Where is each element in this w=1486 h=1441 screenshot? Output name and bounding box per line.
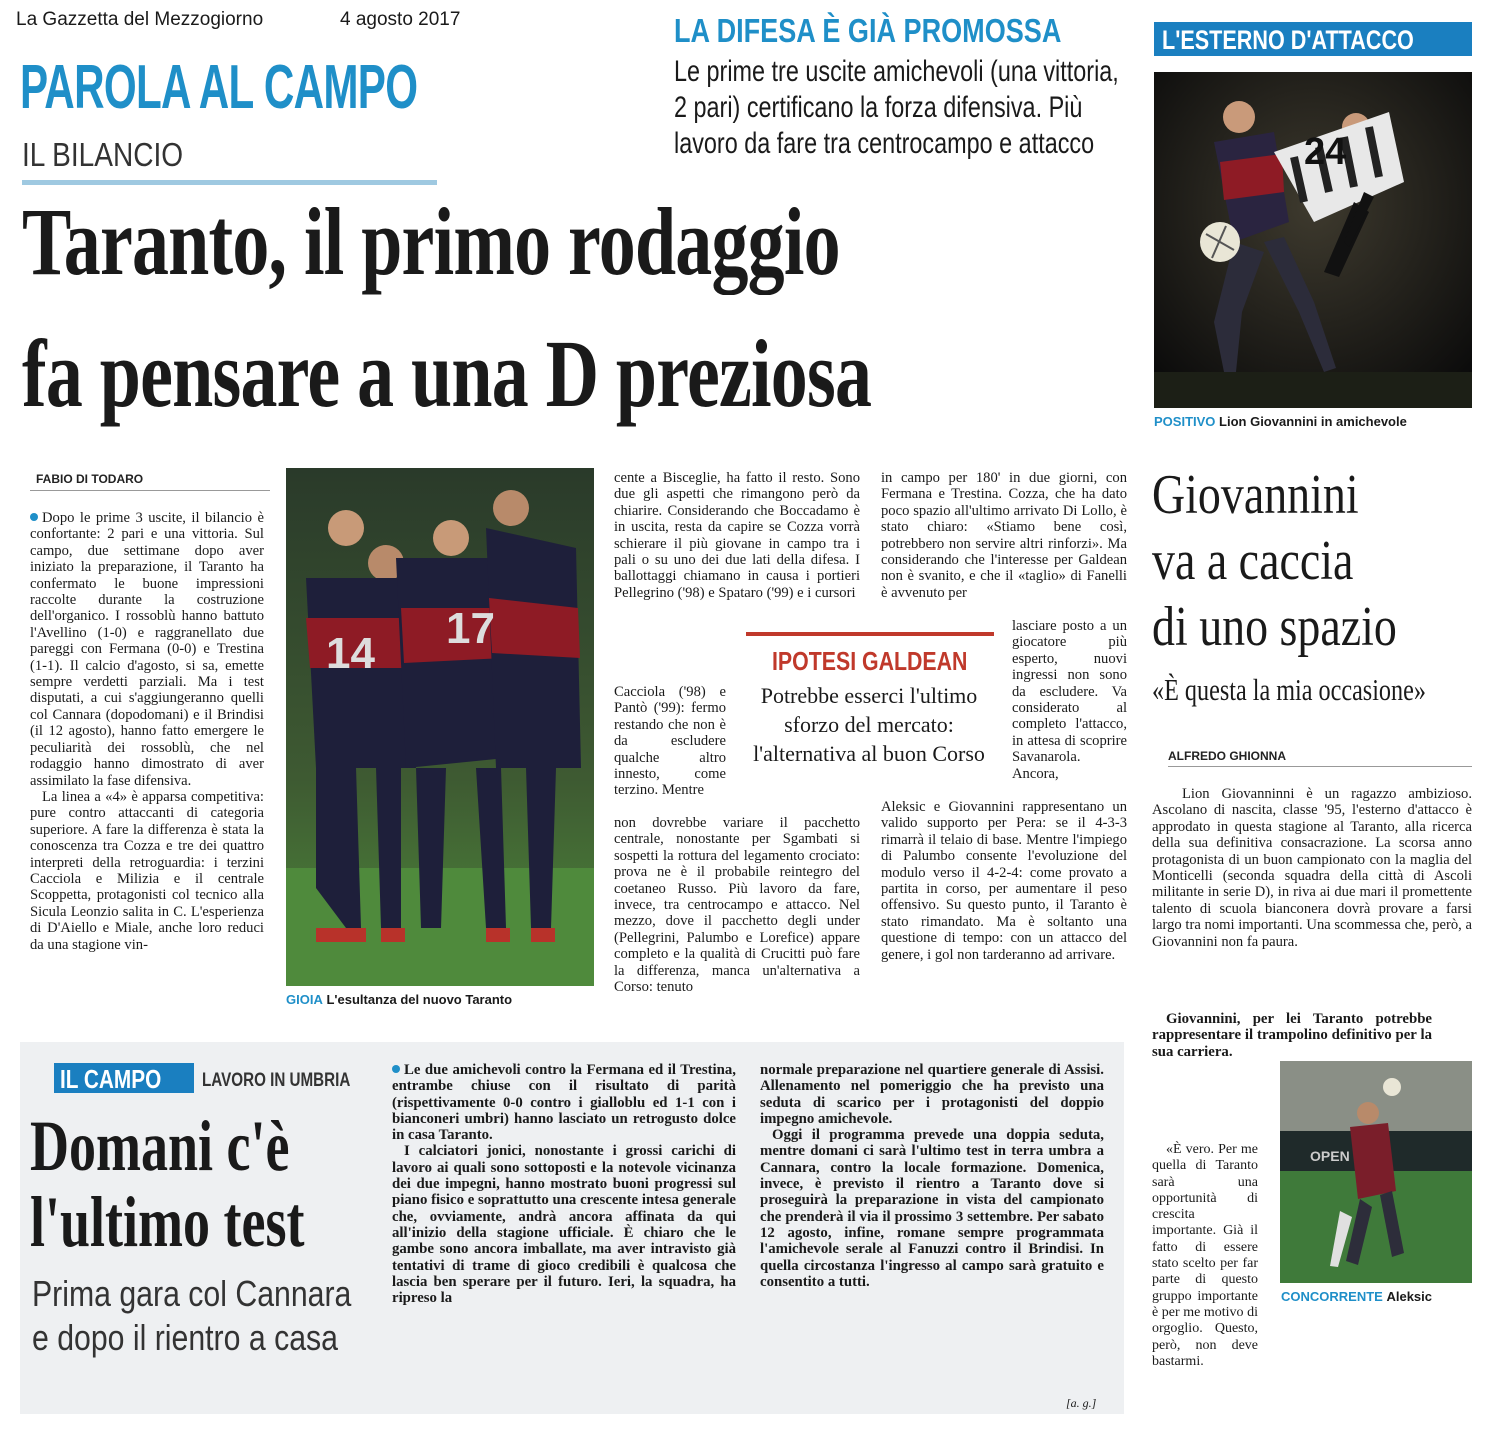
bottom-tag-box — [54, 1063, 194, 1093]
main-col-3-bottom: non dovrebbe variare il pacchetto centrale, nonostante per Sgambati si sospetti la rottura del legamento crociato: prova ne è il probabile reintegro del coetaneo Russo. Più lavoro da fare, invece, tra centrocampo e attacco. Nel mezzo, dove il pacchetto degli under (Pellegrini, Palumbo e Lorefice) appare completo e la qualità di Crucitti può fare la differenza, manca un'alternativa a Corso: tenuto — [614, 815, 860, 996]
team-celebration-photo — [286, 468, 594, 986]
team-photo-caption: GIOIA L'esultanza del nuovo Taranto — [286, 992, 513, 1007]
right-answer: «È vero. Per me quella di Taranto sarà una opportunità di crescita importante. Già il fatto di essere stato scelto per far parte di questo gruppo importante è per me motivo di orgoglio. Questo, però, non deve bastarmi. — [1152, 1142, 1258, 1369]
bullet-icon — [392, 1065, 400, 1073]
right-headline: Giovannini va a caccia di uno spazio — [1152, 464, 1397, 658]
bottom-headline: Domani c'è l'ultimo test — [30, 1106, 305, 1262]
svg-text:OPEN: OPEN — [1310, 1148, 1350, 1164]
publication-date: 4 agosto 2017 — [340, 9, 461, 30]
newspaper-source: La Gazzetta del Mezzogiorno — [16, 9, 264, 30]
section-label: IL BILANCIO — [22, 136, 184, 173]
bottom-tag-sub: LAVORO IN UMBRIA — [202, 1070, 351, 1091]
right-byline: ALFREDO GHIONNA — [1168, 749, 1286, 763]
pullquote-text: Potrebbe esserci l'ultimo sforzo del mercato: l'alternativa al buon Corso — [753, 683, 985, 766]
bottom-col-2: normale preparazione nel quartiere generale di Assisi. Allenamento nel pomeriggio che ha previsto una seduta di scarico per i protagonisti del doppio impegno amichevole. Oggi il programma prevede una doppia seduta, mentre domani ci sarà l'ultimo test in terra umbra a Cannara, contro la locale formazione. Domenica, invece, è previsto il rientro a Taranto dove si proseguirà la preparazione in vista del campionato che prenderà il via il prossimo 3 settembre. Per sabato 12 agosto, infine, romane sempre programmata l'amichevole serale al Fanuzzi contro il Brindisi. In quella circostanza l'ingresso al campo sarà gratuito e consentito a tutti. — [760, 1062, 1104, 1290]
sidebar-title: LA DIFESA È GIÀ PROMOSSA — [674, 12, 1062, 49]
bullet-icon — [30, 513, 38, 521]
giovannini-photo — [1154, 72, 1472, 408]
svg-text:17: 17 — [446, 604, 495, 653]
pullquote-rule — [746, 632, 994, 636]
bottom-tag: IL CAMPO — [60, 1064, 162, 1094]
aleksic-photo — [1280, 1061, 1472, 1283]
main-col-3-left: Cacciola ('98) e Pantò ('99): fermo restando che non è da escludere qualche altro innesto, come terzino. Mentre — [614, 684, 726, 799]
section-rule — [22, 180, 437, 185]
right-question: Giovannini, per lei Taranto potrebbe rappresentare il trampolino definitivo per la sua carriera. — [1152, 1011, 1432, 1060]
right-photo-caption: POSITIVO Lion Giovannini in amichevole — [1154, 414, 1407, 429]
sidebar-text: Le prime tre uscite amichevoli (una vittoria, 2 pari) certificano la forza difensiva. Più lavoro da fare tra centrocampo e attacco — [674, 55, 1119, 160]
right-label: L'ESTERNO D'ATTACCO — [1162, 25, 1414, 55]
main-byline: FABIO DI TODARO — [36, 472, 144, 486]
pullquote-title: IPOTESI GALDEAN — [772, 646, 968, 676]
right-quote: «È questa la mia occasione» — [1152, 672, 1426, 707]
aleksic-caption: CONCORRENTE Aleksic — [1281, 1289, 1433, 1304]
bottom-signature: [a. g.] — [1066, 1396, 1097, 1410]
main-col-3-top: cente a Bisceglie, ha fatto il resto. Sono due gli aspetti che rimangono però da chiarire. Considerando che Boccadamo è in uscita, resta da capire se Cozza vorrà schierare il più giovane in campo tra i pali o su uno dei due lati della difesa. I ballottaggi chiamano in causa i portieri Pellegrino ('98) e Spataro ('99) e i cursori — [614, 470, 860, 601]
bottom-col-1: Le due amichevoli contro la Fermana ed il Trestina, entrambe chiuse con il risultato di parità (rispettivamente 0-0 contro i gialloblu ed 1-1 con i bianconeri umbri) hanno lasciato un retrogusto dolce in casa Taranto. I calciatori jonici, nonostante i grossi carichi di lavoro ai quali sono sottoposti e la notevole vicinanza dei due impegni, hanno mostrato buoni progressi sul piano fisico e soprattutto una crescente intesa generale che, ovviamente, andrà ancora affinata da qui all'inizio della stagione ufficiale. È chiaro che le gambe sono ancora imballate, ma aver intravisto già tentativi di trame di gioco credibili è qualcosa che lascia ben sperare per il futuro. Ieri, la squadra, ha ripreso la — [392, 1062, 736, 1307]
main-col-4-bottom: Aleksic e Giovannini rappresentano un valido supporto per Pera: se il 4-3-3 rimarrà il telaio di base. Mentre l'impiego di Palumbo consente l'evoluzione del modulo verso il 4-2-4: come provato a partita in corso, per aumentare il peso offensivo. Su questo punto, il Taranto è stato rimandato. Ma è soltanto una questione di tempo: con un attacco del genere, i gol non tarderanno ad arrivare. — [881, 799, 1127, 963]
main-col-4-right: lasciare posto a un giocatore più esperto, nuovi ingressi non sono da escludere. Va considerato al completo l'attacco, in attesa di scoprire Savanarola. Ancora, — [1012, 618, 1127, 782]
right-body: Lion Giovanninni è un ragazzo ambizioso. Ascolano di nascita, classe '95, l'esterno d'attacco è approdato in questa stagione al Taranto, alla ricerca della sua definitiva consacrazione. La scorsa anno protagonista di un buon campionato con la maglia del Monticelli (seconda squadra della città di Ascoli militante in serie D), in riva ai due mari il promettente talento di scuola bianconera dovrà provare a farsi largo tra nomi importanti. Una scommessa che, però, a Giovannini non fa paura. — [1152, 786, 1472, 950]
bottom-subhead: Prima gara col Cannara e dopo il rientro a casa — [32, 1273, 352, 1358]
headline-line-2: fa pensare a una D preziosa — [22, 320, 872, 427]
kicker: PAROLA AL CAMPO — [20, 53, 418, 122]
main-col-1: Dopo le prime 3 uscite, il bilancio è confortante: 2 pari e una vittoria. Sul campo, due settimane dopo aver iniziato la preparazione, il Taranto ha confermato le buone impressioni raccolte durante la costruzione dell'organico. I rossoblù hanno battuto l'Avellino (1-0) e raggranellato due pareggi con Fermana (0-0) e Trestina (1-1). Il calcio d'agosto, si sa, emette sempre verdetti parziali. Ma i test disputati, a cui s'aggiungeranno quelli col Cannara (dopodomani) e il Brindisi (il 12 agosto), hanno fatto emergere le peculiarità dei rossoblù, che nel rodaggio hanno dimostrato di aver assimilato la fase difensiva. La linea a «4» è apparsa competitiva: pure contro attaccanti di categoria superiore. A fare la differenza è stata la conoscenza tra Cozza e tre dei quattro interpreti della retroguardia: i terzini Cacciola e Milizia e il centrale Scoppetta, protagonisti col tecnico alla Sicula Leonzio salita in C. L'esperienza di D'Aiello e Miale, anche loro reduci da una stagione vin- — [30, 510, 264, 953]
headline-line-1: Taranto, il primo rodaggio — [22, 188, 840, 295]
svg-text:14: 14 — [326, 629, 375, 678]
main-col-4-top: in campo per 180' in due giorni, con Fermana e Trestina. Cozza, che ha dato poco spazio all'ultimo arrivato Di Lollo, è stato chiaro: «Stiamo bene così, potrebbero non servire altri rinforzi». Ma considerando che l'interesse per Galdean non è svanito, e che il «taglio» di Fanelli è avvenuto per — [881, 470, 1127, 601]
svg-text:24: 24 — [1304, 131, 1347, 173]
right-label-box — [1154, 22, 1472, 56]
